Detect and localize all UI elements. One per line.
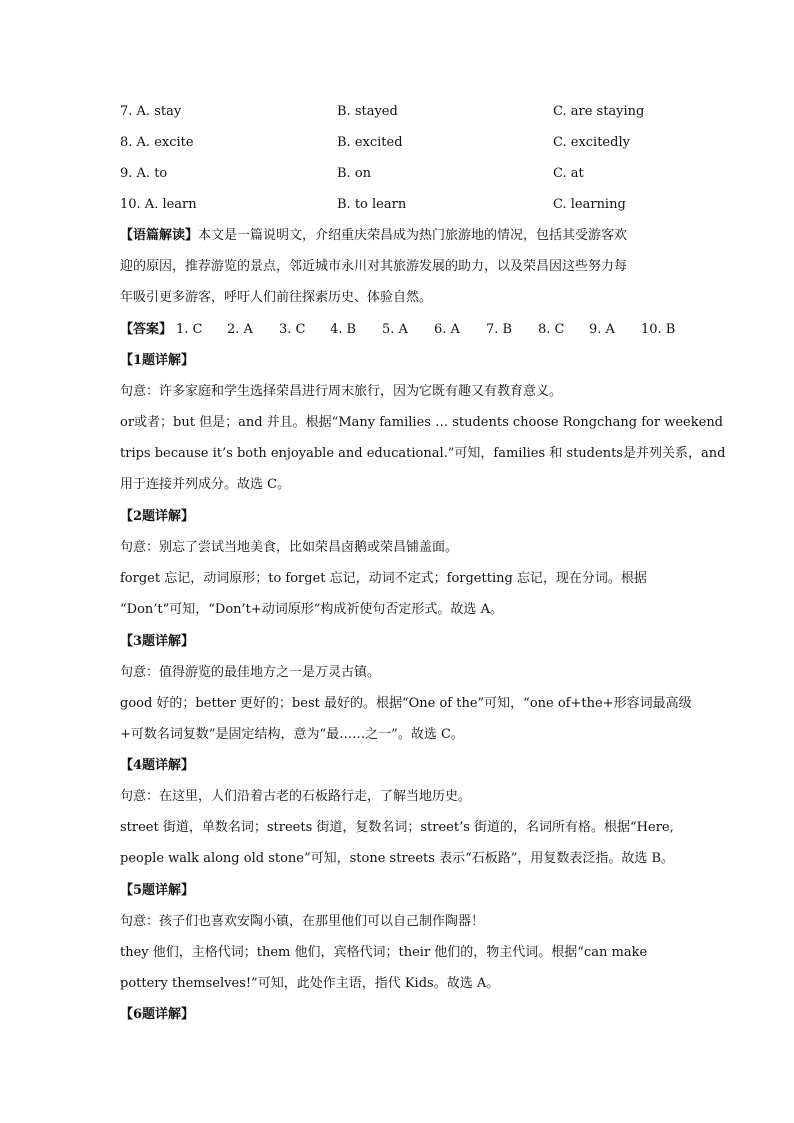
- options-row-7: [120, 102, 680, 122]
- answer-item: 6. A: [434, 322, 460, 337]
- option-b: B. stayed: [337, 104, 398, 119]
- detail-line: street 街道，单数名词；streets 街道，复数名词；street’s 街道的，名词所有格。根据“Here,: [120, 820, 674, 835]
- answer-item: 5. A: [382, 322, 408, 337]
- options-row-9: [120, 164, 680, 184]
- detail-line: 句意：别忘了尝试当地美食，比如荣昌卤鹅或荣昌铺盖面。: [120, 540, 459, 555]
- detail-line: 句意：孩子们也喜欢安陶小镇，在那里他们可以自己制作陶器！: [120, 914, 485, 929]
- answer-item: 7. B: [486, 322, 513, 337]
- answer-item: 1. C: [176, 322, 203, 337]
- detail-line: people walk along old stone”可知，stone streets 表示“石板路”，用复数表泛指。故选 B。: [120, 851, 675, 866]
- detail-heading-3: 【3题详解】: [120, 634, 195, 649]
- reading-label: 【语篇解读】: [120, 228, 199, 243]
- detail-line: 用于连接并列成分。故选 C。: [120, 477, 291, 492]
- option-a: 10. A. learn: [120, 197, 197, 212]
- reading-text: 本文是一篇说明文，介绍重庆荣昌成为热门旅游地的情况，包括其受游客欢: [198, 228, 628, 243]
- detail-line: good 好的；better 更好的；best 最好的。根据“One of the”可知，“one of+the+形容词最高级: [120, 696, 692, 711]
- option-b: B. excited: [337, 135, 403, 150]
- option-a: 8. A. excite: [120, 135, 194, 150]
- answer-label: 【答案】: [120, 322, 173, 337]
- option-c: C. excitedly: [553, 135, 630, 150]
- option-c: C. at: [553, 166, 584, 181]
- detail-heading-2: 【2题详解】: [120, 509, 195, 524]
- option-c: C. are staying: [553, 104, 645, 119]
- detail-line: 句意：值得游览的最佳地方之一是万灵古镇。: [120, 665, 381, 680]
- detail-line: trips because it’s both enjoyable and educational.”可知，families 和 students是并列关系，and: [120, 446, 726, 461]
- option-a: 7. A. stay: [120, 104, 182, 119]
- answer-item: 8. C: [538, 322, 565, 337]
- detail-line: 句意：许多家庭和学生选择荣昌进行周末旅行，因为它既有趣又有教育意义。: [120, 384, 563, 399]
- reading-line-1: [120, 226, 680, 246]
- detail-line: +可数名词复数”是固定结构，意为“最……之一”。故选 C。: [120, 727, 464, 742]
- detail-line: pottery themselves!”可知，此处作主语，指代 Kids。故选 A。: [120, 976, 500, 991]
- detail-heading-4: 【4题详解】: [120, 758, 195, 773]
- option-c: C. learning: [553, 197, 626, 212]
- option-b: B. on: [337, 166, 372, 181]
- answer-key: [120, 320, 680, 340]
- detail-line: 句意：在这里，人们沿着古老的石板路行走，了解当地历史。: [120, 789, 472, 804]
- detail-line: “Don’t”可知，“Don’t+动词原形”构成祈使句否定形式。故选 A。: [120, 602, 503, 617]
- detail-line: forget 忘记，动词原形；to forget 忘记，动词不定式；forgetting 忘记，现在分词。根据: [120, 571, 647, 586]
- detail-line: or或者；but 但是；and 并且。根据“Many families … students choose Rongchang for weekend: [120, 415, 724, 430]
- detail-heading-1: 【1题详解】: [120, 353, 195, 368]
- option-b: B. to learn: [337, 197, 407, 212]
- reading-line-3: 年吸引更多游客，呼吁人们前往探索历史、体验自然。: [120, 290, 433, 305]
- answer-item: 4. B: [330, 322, 357, 337]
- reading-line-2: 迎的原因，推荐游览的景点，邻近城市永川对其旅游发展的助力，以及荣昌因这些努力每: [120, 259, 628, 274]
- answer-item: 3. C: [279, 322, 306, 337]
- detail-line: they 他们，主格代词；them 他们，宾格代词；their 他们的，物主代词。根据“can make: [120, 945, 648, 960]
- detail-heading-5: 【5题详解】: [120, 883, 195, 898]
- detail-heading-6: 【6题详解】: [120, 1007, 195, 1022]
- options-row-8: [120, 133, 680, 153]
- answer-item: 10. B: [641, 322, 676, 337]
- answer-item: 9. A: [589, 322, 615, 337]
- options-row-10: [120, 195, 680, 215]
- answer-item: 2. A: [227, 322, 253, 337]
- option-a: 9. A. to: [120, 166, 168, 181]
